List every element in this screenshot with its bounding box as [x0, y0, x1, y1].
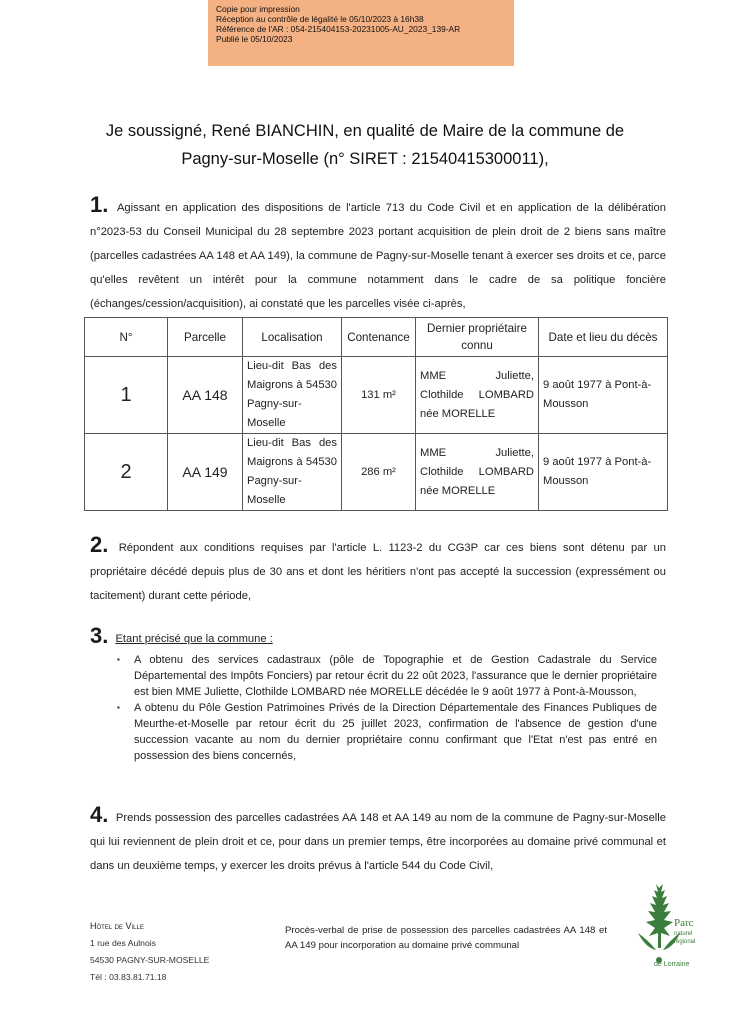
cell-proprietaire: MME Juliette, Clothilde LOMBARD née MORELLE [416, 434, 539, 511]
section-2 [90, 533, 666, 608]
cell-deces: 9 août 1977 à Pont-à-Mousson [539, 434, 668, 511]
footer-phone: Tél : 03.83.81.71.18 [90, 972, 167, 982]
legality-stamp [208, 0, 514, 66]
title-line-2: Pagny-sur-Moselle (n° SIRET : 21540415300011), [181, 150, 549, 168]
section-3-heading [90, 624, 666, 651]
list-item-text: A obtenu des services cadastraux (pôle de Topographie et de Gestion Cadastrale du Service Départemental des Impôts Fonciers) par retour écrit du 22 oût 2023, l'assurance que le dernier propriétaire est bien MME Juliette, Clothilde LOMBARD née MORELLE décédée le 9 août 1977 à Pont-à-Mousson, [134, 654, 657, 698]
section-2-number: 2. [90, 532, 109, 557]
footer-caption: Procès-verbal de prise de possession des parcelles cadastrées AA 148 et AA 149 pour incorporation au domaine privé communal [285, 925, 607, 951]
section-3-list [112, 652, 657, 764]
section-4-number: 4. [90, 802, 109, 827]
header-parcelle: Parcelle [168, 318, 243, 357]
stamp-line-published: Publié le 05/10/2023 [216, 34, 293, 44]
footer-office: Hôtel de Ville [90, 921, 144, 931]
parcels-table [84, 317, 668, 511]
header-number: N° [85, 318, 168, 357]
section-2-text: Répondent aux conditions requises par l'article L. 1123-2 du CG3P car ces biens sont détenu par un propriétaire décédé depuis plus de 30 ans et dont les héritiers n'ont pas accepté la succession (expressément ou tacitement) durant cette période, [90, 542, 666, 602]
logo-text-naturel: naturel [674, 931, 693, 937]
table-row [85, 357, 668, 434]
cell-parcelle: AA 148 [168, 357, 243, 434]
stamp-line-reception: Réception au contrôle de légalité le 05/10/2023 à 16h38 [216, 14, 424, 24]
list-item [112, 652, 657, 700]
cell-proprietaire: MME Juliette, Clothilde LOMBARD née MORELLE [416, 357, 539, 434]
section-1 [90, 193, 666, 316]
section-3-number: 3. [90, 623, 109, 648]
logo-text-regional: régional [674, 939, 696, 945]
table-header-row [85, 318, 668, 357]
cell-contenance: 286 m² [342, 434, 416, 511]
section-1-text: Agissant en application des dispositions de l'article 713 du Code Civil et en application de la délibération n°2023-53 du Conseil Municipal du 28 septembre 2023 portant acquisition de plein droit de 2 biens sans maître (parcelles cadastrées AA 148 et AA 149), la commune de Pagny-sur-Moselle tenant à exercer ses droits et ce, parce qu'elles revêtent un intérêt pour la commune notamment dans le cadre de sa politique foncière (échanges/cession/acquisition), ai constaté que les parcelles visée ci-après, [90, 202, 666, 310]
footer-city: 54530 PAGNY-SUR-MOSELLE [90, 955, 210, 965]
square-bullet-icon: ▪ [117, 703, 120, 712]
cell-number: 1 [85, 357, 168, 434]
stamp-line-reference: Référence de l'AR : 054-215404153-20231005-AU_2023_139-AR [216, 24, 461, 34]
square-bullet-icon: ▪ [117, 655, 120, 664]
cell-parcelle: AA 149 [168, 434, 243, 511]
list-item-text: A obtenu du Pôle Gestion Patrimoines Privés de la Direction Départementale des Finances Publiques de Meurthe-et-Moselle par retour écrit du 25 juillet 2023, confirmation de l'absence de gestion d'une succession vacante au nom du dernier propriétaire connu confirmant que l'Etat n'est pas entré en possession des biens concernés, [134, 702, 657, 762]
header-proprietaire: Dernier propriétaire connu [416, 318, 539, 357]
logo-text-lorraine: de Lorraine [654, 961, 690, 968]
stamp-line-print: Copie pour impression [216, 4, 300, 14]
footer-street: 1 rue des Aulnois [90, 938, 156, 948]
footer-address [90, 918, 209, 986]
cell-deces: 9 août 1977 à Pont-à-Mousson [539, 357, 668, 434]
header-deces: Date et lieu du décès [539, 318, 668, 357]
section-1-number: 1. [90, 192, 109, 217]
document-title [60, 117, 670, 173]
cell-number: 2 [85, 434, 168, 511]
list-item [112, 700, 657, 764]
header-localisation: Localisation [243, 318, 342, 357]
logo-text-parc: Parc [674, 917, 694, 929]
header-contenance: Contenance [342, 318, 416, 357]
parc-naturel-thistle-logo [628, 878, 708, 968]
section-4-text: Prends possession des parcelles cadastrées AA 148 et AA 149 au nom de la commune de Pagny-sur-Moselle qui lui reviennent de plein droit et ce, pour dans un premier temps, être incorporées au domaine privé communal et dans un deuxième temps, y exercer les droits prévus à l'article 544 du Code Civil, [90, 812, 666, 872]
cell-localisation: Lieu-dit Bas des Maigrons à 54530 Pagny-sur-Moselle [243, 434, 342, 511]
table-row [85, 434, 668, 511]
section-4 [90, 803, 666, 878]
cell-localisation: Lieu-dit Bas des Maigrons à 54530 Pagny-sur-Moselle [243, 357, 342, 434]
section-3-title: Etant précisé que la commune : [115, 633, 273, 645]
title-line-1: Je soussigné, René BIANCHIN, en qualité de Maire de la commune de [105, 122, 625, 140]
cell-contenance: 131 m² [342, 357, 416, 434]
